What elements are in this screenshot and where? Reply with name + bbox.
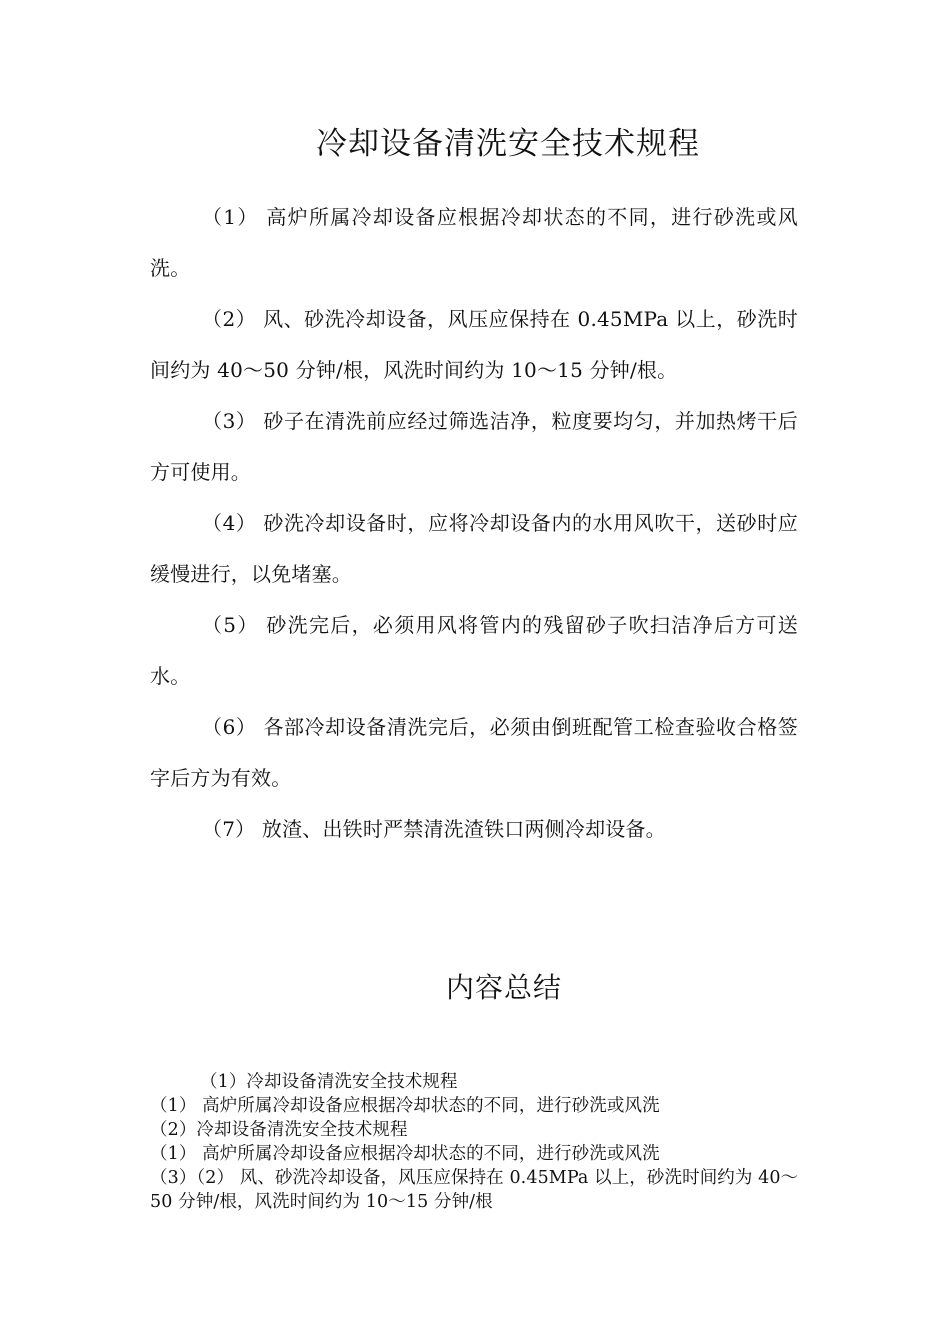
clause-6: （6） 各部冷却设备清洗完后，必须由倒班配管工检查验收合格签字后方为有效。 [150,715,798,790]
summary-section [150,1070,802,1214]
clause-4: （4） 砂洗冷却设备时，应将冷却设备内的水用风吹干，送砂时应缓慢进行，以免堵塞。 [150,511,798,586]
clause-1: （1） 高炉所属冷却设备应根据冷却状态的不同，进行砂洗或风洗。 [150,205,798,280]
summary-line-3: （2）冷却设备清洗安全技术规程 [150,1120,408,1140]
summary-heading: 内容总结 [445,971,562,1004]
summary-line-4: （1） 高炉所属冷却设备应根据冷却状态的不同，进行砂洗或风洗 [150,1144,660,1164]
clause-5: （5） 砂洗完后，必须用风将管内的残留砂子吹扫洁净后方可送水。 [150,613,798,688]
clause-7: （7） 放渣、出铁时严禁清洗渣铁口两侧冷却设备。 [202,817,666,841]
clause-list [150,192,798,855]
summary-line-1: （1）冷却设备清洗安全技术规程 [200,1072,458,1092]
summary-line-5: （3）（2） 风、砂洗冷却设备，风压应保持在 0.45MPa 以上，砂洗时间约为 40～50 分钟/根，风洗时间约为 10～15 分钟/根 [150,1168,799,1212]
page-title: 冷却设备清洗安全技术规程 [316,126,700,162]
clause-3: （3） 砂子在清洗前应经过筛选洁净，粒度要均匀，并加热烤干后方可使用。 [150,409,798,484]
clause-2: （2） 风、砂洗冷却设备，风压应保持在 0.45MPa 以上，砂洗时间约为 40～50 分钟/根，风洗时间约为 10～15 分钟/根。 [150,307,798,382]
summary-line-2: （1） 高炉所属冷却设备应根据冷却状态的不同，进行砂洗或风洗 [150,1096,660,1116]
